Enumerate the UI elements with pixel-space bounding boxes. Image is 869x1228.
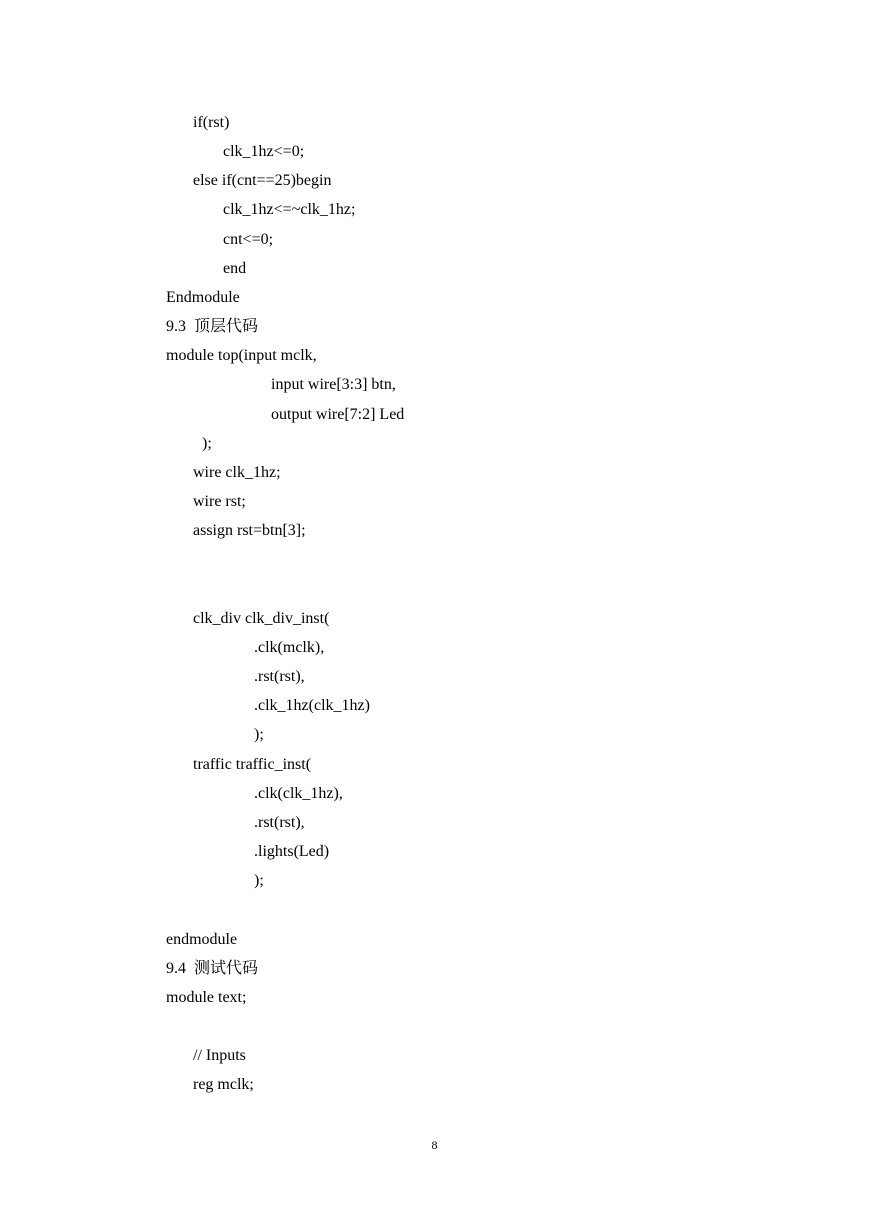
code-line: else if(cnt==25)begin	[193, 172, 332, 189]
code-line: module text;	[166, 989, 247, 1006]
section-heading: 9.4 测试代码	[166, 960, 259, 977]
code-line: );	[202, 435, 212, 452]
code-line: wire rst;	[193, 493, 246, 510]
code-line: .clk_1hz(clk_1hz)	[254, 697, 370, 714]
code-line: );	[254, 872, 264, 889]
code-line: // Inputs	[193, 1047, 246, 1064]
section-heading: 9.3 顶层代码	[166, 318, 259, 335]
code-line: endmodule	[166, 931, 238, 948]
code-line: );	[254, 726, 264, 743]
code-line: input wire[3:3] btn,	[271, 376, 396, 393]
page-number: 8	[431, 1138, 438, 1152]
code-line: reg mclk;	[193, 1076, 254, 1093]
code-line: output wire[7:2] Led	[271, 406, 405, 423]
code-line: module top(input mclk,	[166, 347, 317, 364]
code-line: .rst(rst),	[254, 814, 305, 831]
code-line: if(rst)	[193, 114, 230, 131]
code-line: end	[223, 260, 247, 277]
code-line: wire clk_1hz;	[193, 464, 281, 481]
code-line: .rst(rst),	[254, 668, 305, 685]
code-line: assign rst=btn[3];	[193, 522, 306, 539]
code-line: cnt<=0;	[223, 231, 274, 248]
code-line: clk_1hz<=0;	[223, 143, 305, 160]
code-line: Endmodule	[166, 289, 240, 306]
code-line: .lights(Led)	[254, 843, 330, 860]
code-line: clk_div clk_div_inst(	[193, 610, 330, 627]
code-line: traffic traffic_inst(	[193, 756, 312, 773]
code-line: .clk(mclk),	[254, 639, 325, 656]
code-line: clk_1hz<=~clk_1hz;	[223, 201, 356, 218]
code-line: .clk(clk_1hz),	[254, 785, 343, 802]
